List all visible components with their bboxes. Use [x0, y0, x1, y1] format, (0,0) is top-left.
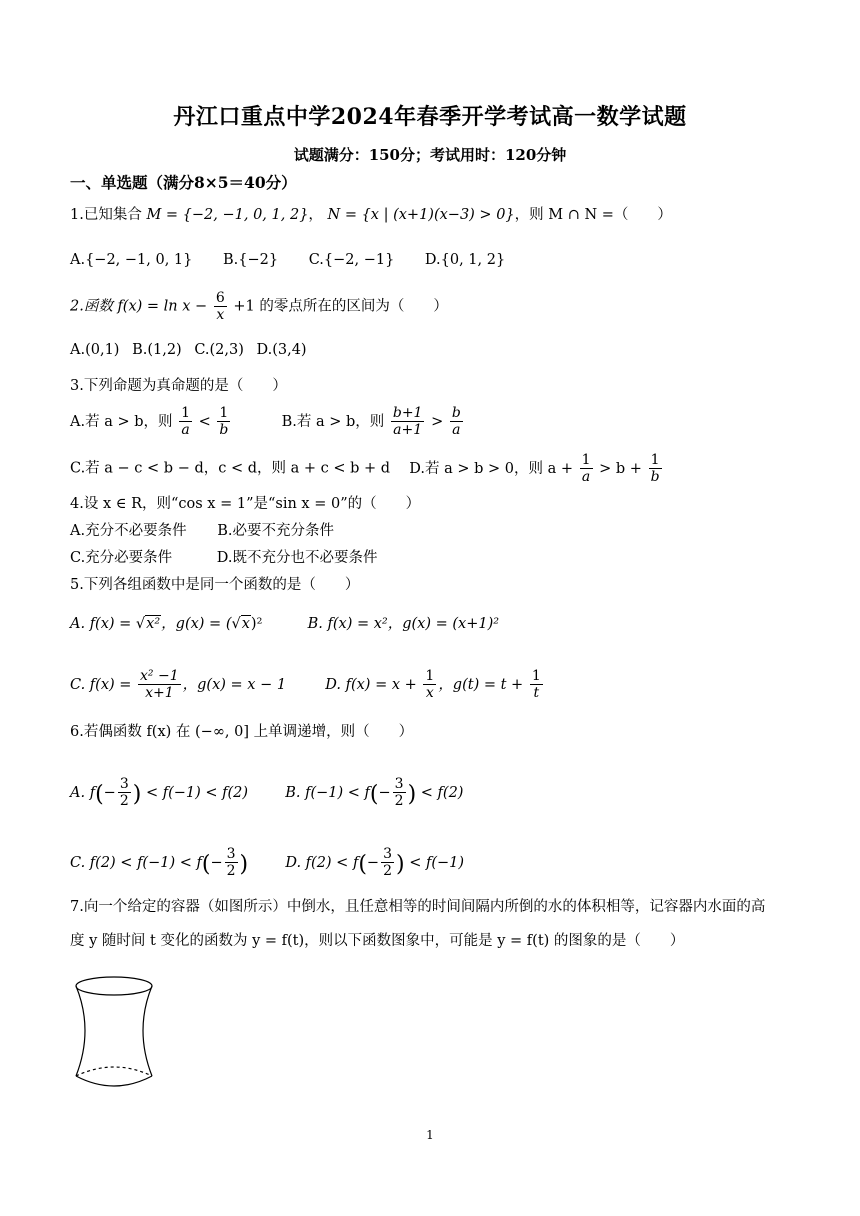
option-b: B. f(x) = x²，g(x) = (x+1)²	[307, 616, 500, 632]
fraction: $\frac{\text{x² −1}}{x+1}$	[140, 668, 179, 701]
option-c: C. f(2) < f(−1) < f(− $\frac{3}{2}$ )	[70, 846, 249, 879]
option-b: B. f(−1) < f(− $\frac{3}{2}$ ) < f(2)	[285, 776, 464, 809]
question-7-stem-line2: 度 y 随时间 t 变化的函数为 y = f(t)，则以下函数图象中，可能是 y = f(t) 的图象的是（ ）	[70, 933, 685, 949]
option-b: B.(1,2)	[132, 342, 182, 358]
option-c: C.若 a − c < b − d，c < d，则 a + c < b + d	[70, 460, 391, 477]
question-7-stem-line1: 7.向一个给定的容器（如图所示）中倒水，且任意相等的时间间隔内所倒的水的体积相等，记容器内水面的高	[70, 899, 766, 915]
container-bottom-back	[76, 1067, 152, 1076]
fraction: $\frac{3}{2}$	[383, 846, 392, 879]
option-b: B.必要不充分条件	[217, 523, 334, 539]
option-b: B.{−2}	[223, 252, 279, 268]
question-1-stem: 1.已知集合 M = {−2, −1, 0, 1, 2}， N = {x | (x+1)(x−3) > 0}，则 M ∩ N =（ ）	[70, 207, 672, 223]
set-m: M = {−2, −1, 0, 1, 2}	[146, 207, 309, 223]
option-d: D. f(2) < f(− $\frac{3}{2}$ ) < f(−1)	[285, 846, 465, 879]
fraction: $\frac{1}{b}$	[650, 452, 660, 485]
option-a: A.充分不必要条件	[70, 523, 187, 539]
option-d: D.(3,4)	[256, 342, 307, 358]
container-left-side	[76, 986, 85, 1076]
option-a: A.{−2, −1, 0, 1}	[70, 252, 193, 268]
option-d: D.{0, 1, 2}	[424, 252, 506, 268]
fraction: $\frac{3}{2}$	[119, 776, 129, 809]
fraction: $\frac{3}{2}$	[226, 846, 236, 879]
question-1-options	[70, 250, 531, 270]
set-n: N = {x | (x+1)(x−3) > 0}	[327, 207, 515, 223]
option-b: B.若 a > b，则 $\frac{b+1}{a+1}$ > $\frac{b}{a}$	[281, 405, 461, 438]
fraction: $\frac{1}{t}$	[531, 668, 541, 701]
question-2-stem: 2.函数 f(x) = ln x − $\frac{6}{x}$ +1 的零点所在的区间为（ ）	[70, 290, 448, 323]
option-c: C.充分必要条件	[70, 550, 173, 566]
container-right-side	[143, 986, 152, 1076]
question-6-options-cd	[70, 846, 464, 879]
option-c: C. f(x) = $\frac{\text{x² −1}}{x+1}$ ，g(x) = x − 1	[70, 668, 287, 701]
fraction: $\frac{1}{a}$	[581, 452, 591, 485]
question-6-stem: 6.若偶函数 f(x) 在 (−∞, 0] 上单调递增，则（ ）	[70, 724, 414, 740]
question-4-options-ab	[70, 521, 334, 541]
question-3-options-cd	[70, 452, 664, 485]
page-title: 丹江口重点中学2024年春季开学考试高一数学试题	[173, 104, 687, 130]
exam-info: 试题满分：150分；考试用时：120分钟	[293, 146, 567, 164]
container-bottom-front	[76, 1076, 152, 1086]
question-4-options-cd	[70, 548, 378, 568]
option-d: D.若 a > b > 0，则 a + $\frac{1}{a}$ > b + $\frac{1}{b}$	[409, 452, 660, 485]
container-figure	[68, 972, 160, 1092]
question-5-options-ab	[70, 614, 499, 634]
option-c: C.{−2, −1}	[308, 252, 395, 268]
fraction: $\frac{1}{b}$	[219, 405, 229, 438]
option-d: D.既不充分也不必要条件	[216, 550, 378, 566]
fraction: $\frac{1}{x}$	[425, 668, 435, 701]
fraction: $\frac{b}{a}$	[451, 405, 461, 438]
question-3-options-ab	[70, 405, 465, 438]
fraction: $\frac{b+1}{a+1}$	[392, 405, 423, 438]
question-2-options	[70, 340, 315, 360]
option-a: A.若 a > b，则 $\frac{1}{a}$ < $\frac{1}{b}$	[70, 405, 229, 438]
question-5-stem: 5.下列各组函数中是同一个函数的是（ ）	[70, 577, 360, 593]
question-6-options-ab	[70, 776, 463, 809]
option-a: A. f(x) = √x²，g(x) = (√x)²	[70, 616, 263, 632]
container-top-rim	[76, 977, 152, 995]
question-3-stem: 3.下列命题为真命题的是（ ）	[70, 378, 287, 394]
option-c: C.(2,3)	[194, 342, 244, 358]
page-number: 1	[426, 1128, 434, 1142]
option-d: D. f(x) = x + $\frac{1}{x}$ ，g(t) = t + $\frac{1}{t}$	[325, 668, 541, 701]
fraction: $\frac{6}{x}$	[215, 290, 225, 323]
fraction: $\frac{3}{2}$	[394, 776, 404, 809]
question-5-options-cd	[70, 668, 545, 701]
option-a: A.(0,1)	[70, 342, 120, 358]
option-a: A. f(− $\frac{3}{2}$ ) < f(−1) < f(2)	[70, 776, 249, 809]
fraction: $\frac{1}{a}$	[181, 405, 191, 438]
section-heading: 一、单选题（满分8×5＝40分）	[70, 173, 297, 192]
question-4-stem: 4.设 x ∈ R，则“cos x = 1”是“sin x = 0”的（ ）	[70, 496, 421, 512]
